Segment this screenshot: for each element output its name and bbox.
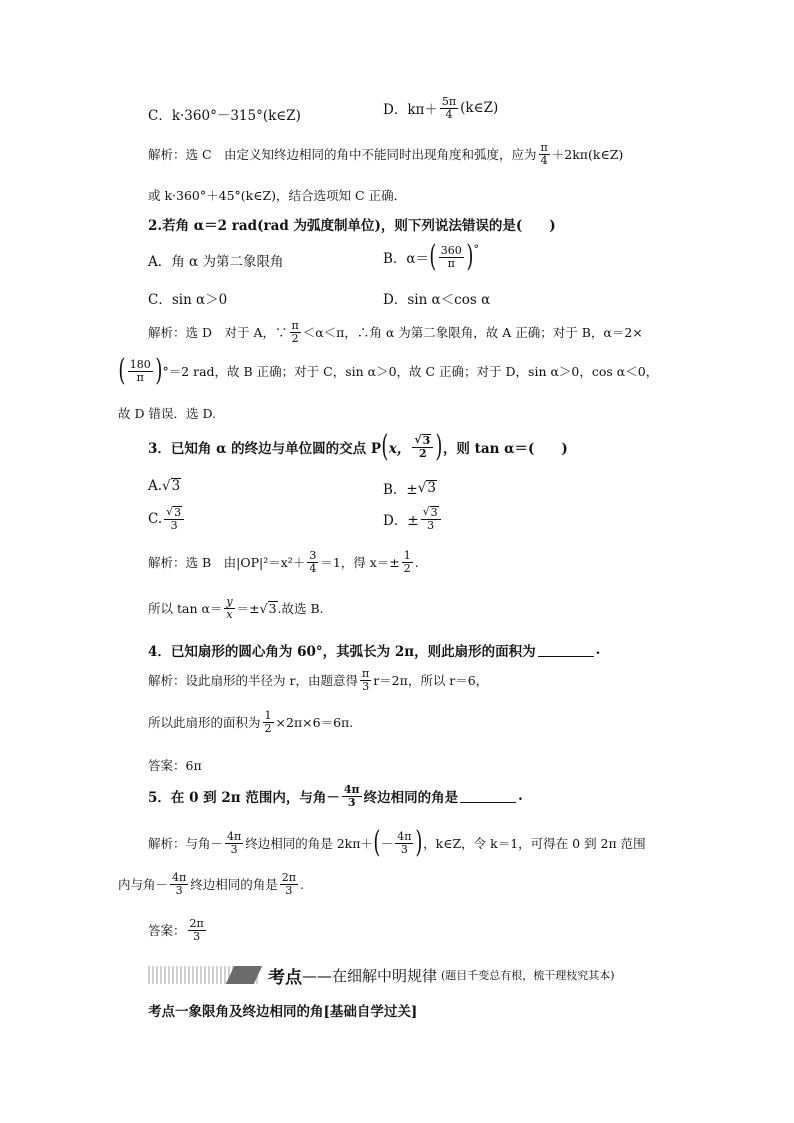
q1-option-c: C．k·360°－315°(k∈Z) xyxy=(148,108,301,124)
fraction: $\frac{4\pi}{3}$ xyxy=(172,871,187,897)
q2-solution-line-3: 故 D 错误．选 D. xyxy=(118,406,216,421)
q4-stem: 4．已知扇形的圆心角为 60°，其弧长为 2π，则此扇形的面积为 . xyxy=(148,642,601,660)
q4-answer: 答案：6π xyxy=(148,758,202,773)
q3-option-c: C. √ 3 3 xyxy=(148,506,186,532)
q3-option-a: A. √ 3 xyxy=(148,478,181,494)
fraction: $\frac{\pi}{3}$ xyxy=(361,667,370,693)
q1-solution-line-2: 或 k·360°＋45°(k∈Z)，结合选项知 C 正确． xyxy=(148,188,407,203)
q1-option-row xyxy=(148,104,301,124)
fraction: $\frac{\pi}{4}$ xyxy=(540,141,548,167)
fraction: $\frac{4\pi}{3}$ xyxy=(227,829,242,856)
q5-solution-line-1: 解析：与角－ $\frac{4\pi}{3}$ 终边相同的角是 2kπ＋ ( － $\frac{4\pi}{3}$ ) ，k∈Z，令 k＝1，可得在 0 到 2π 范围 xyxy=(148,825,646,860)
q2-solution-line-2: ( $\frac{180}{\pi}$ ) °＝2 rad，故 B 正确；对于 C，sin α＞0，故 C 正确；对于 D，sin α＞0，cos α＜0， xyxy=(118,353,659,388)
fraction: $\frac{180}{\pi}$ xyxy=(129,357,151,384)
fraction: $\frac{y}{x}$ xyxy=(226,595,233,621)
section-banner xyxy=(148,962,668,988)
fraction: √ 3 3 xyxy=(164,506,184,532)
q3-option-d: D．± √ 3 3 xyxy=(383,506,443,532)
fraction: $\frac{360}{\pi}$ xyxy=(440,243,462,270)
q3-stem: 3．已知角 α 的终边与单位圆的交点 P ( x， √ 3 2 ) ，则 tan α＝( ) xyxy=(148,429,568,464)
q2-option-c: C．sin α＞0 xyxy=(148,292,228,308)
q1-solution-line-1: 解析：选 C 由定义知终边相同的角中不能同时出现角度和弧度，应为 $\frac{\pi}{4}$ ＋2kπ(k∈Z) xyxy=(148,141,624,167)
q4-solution-line-2: 所以此扇形的面积为 $\frac{1}{2}$ ×2π×6＝6π. xyxy=(148,709,354,735)
q2-option-b: B．α＝ ( $\frac{360}{\pi}$ ) ° xyxy=(383,239,479,274)
fraction: √ 3 2 xyxy=(412,434,433,460)
fraction: $\frac{1}{2}$ xyxy=(403,549,411,575)
fraction: $\frac{\pi}{2}$ xyxy=(291,319,299,345)
q3-solution-line-1: 解析：选 B 由|OP|²＝x²＋ $\frac{3}{4}$ ＝1，得 x＝± $\frac{1}{2}$ . xyxy=(148,549,419,575)
q5-stem: 5．在 0 到 2π 范围内，与角－ $\frac{4\pi}{3}$ 终边相同的角是 . xyxy=(148,783,523,809)
fraction: $\frac{5\pi}{4}$ xyxy=(441,95,457,121)
fraction: $\frac{1}{2}$ xyxy=(264,709,272,735)
fraction: $\frac{4\pi}{3}$ xyxy=(343,783,360,809)
answer-blank xyxy=(460,790,516,803)
banner-stripes xyxy=(148,966,258,984)
q2-stem: 2.若角 α＝2 rad(rad 为弧度制单位)，则下列说法错误的是( ) xyxy=(148,218,556,234)
q1-option-d: D．kπ＋ $\frac{5\pi}{4}$ (k∈Z) xyxy=(383,95,499,121)
q3-solution-line-2: 所以 tan α＝ $\frac{y}{x}$ ＝± √ 3 .故选 B. xyxy=(148,595,324,621)
answer-blank xyxy=(538,644,594,657)
banner-note: (题目千变总有根，梳干理枝究其本) xyxy=(441,969,615,982)
q3-option-b: B．± √ 3 xyxy=(383,480,436,498)
q2-option-a: A．角 α 为第二象限角 xyxy=(148,254,284,270)
q5-solution-line-2: 内与角－ $\frac{4\pi}{3}$ 终边相同的角是 $\frac{2\pi}{3}$ . xyxy=(118,871,304,897)
fraction: $\frac{4\pi}{3}$ xyxy=(397,829,412,856)
q5-answer: 答案： $\frac{2\pi}{3}$ xyxy=(148,917,204,943)
fraction: $\frac{2\pi}{3}$ xyxy=(189,917,204,943)
fraction: $\frac{3}{4}$ xyxy=(309,549,317,575)
fraction: $\frac{2\pi}{3}$ xyxy=(281,871,296,897)
banner-subtitle: ——在细解中明规律 xyxy=(302,966,438,985)
banner-title: 考点 xyxy=(268,967,302,988)
q4-solution-line-1: 解析：设此扇形的半径为 r，由题意得 $\frac{\pi}{3}$ r＝2π，所以 r＝6， xyxy=(148,667,489,693)
q2-solution-line-1: 解析：选 D 对于 A，∵ $\frac{\pi}{2}$ ＜α＜π，∴角 α 为第二象限角，故 A 正确；对于 B，α＝2× xyxy=(148,319,643,345)
q2-option-d: D．sin α＜cos α xyxy=(383,292,491,308)
section-heading: 考点一象限角及终边相同的角[基础自学过关] xyxy=(148,1004,418,1020)
fraction: √ 3 3 xyxy=(421,506,441,532)
